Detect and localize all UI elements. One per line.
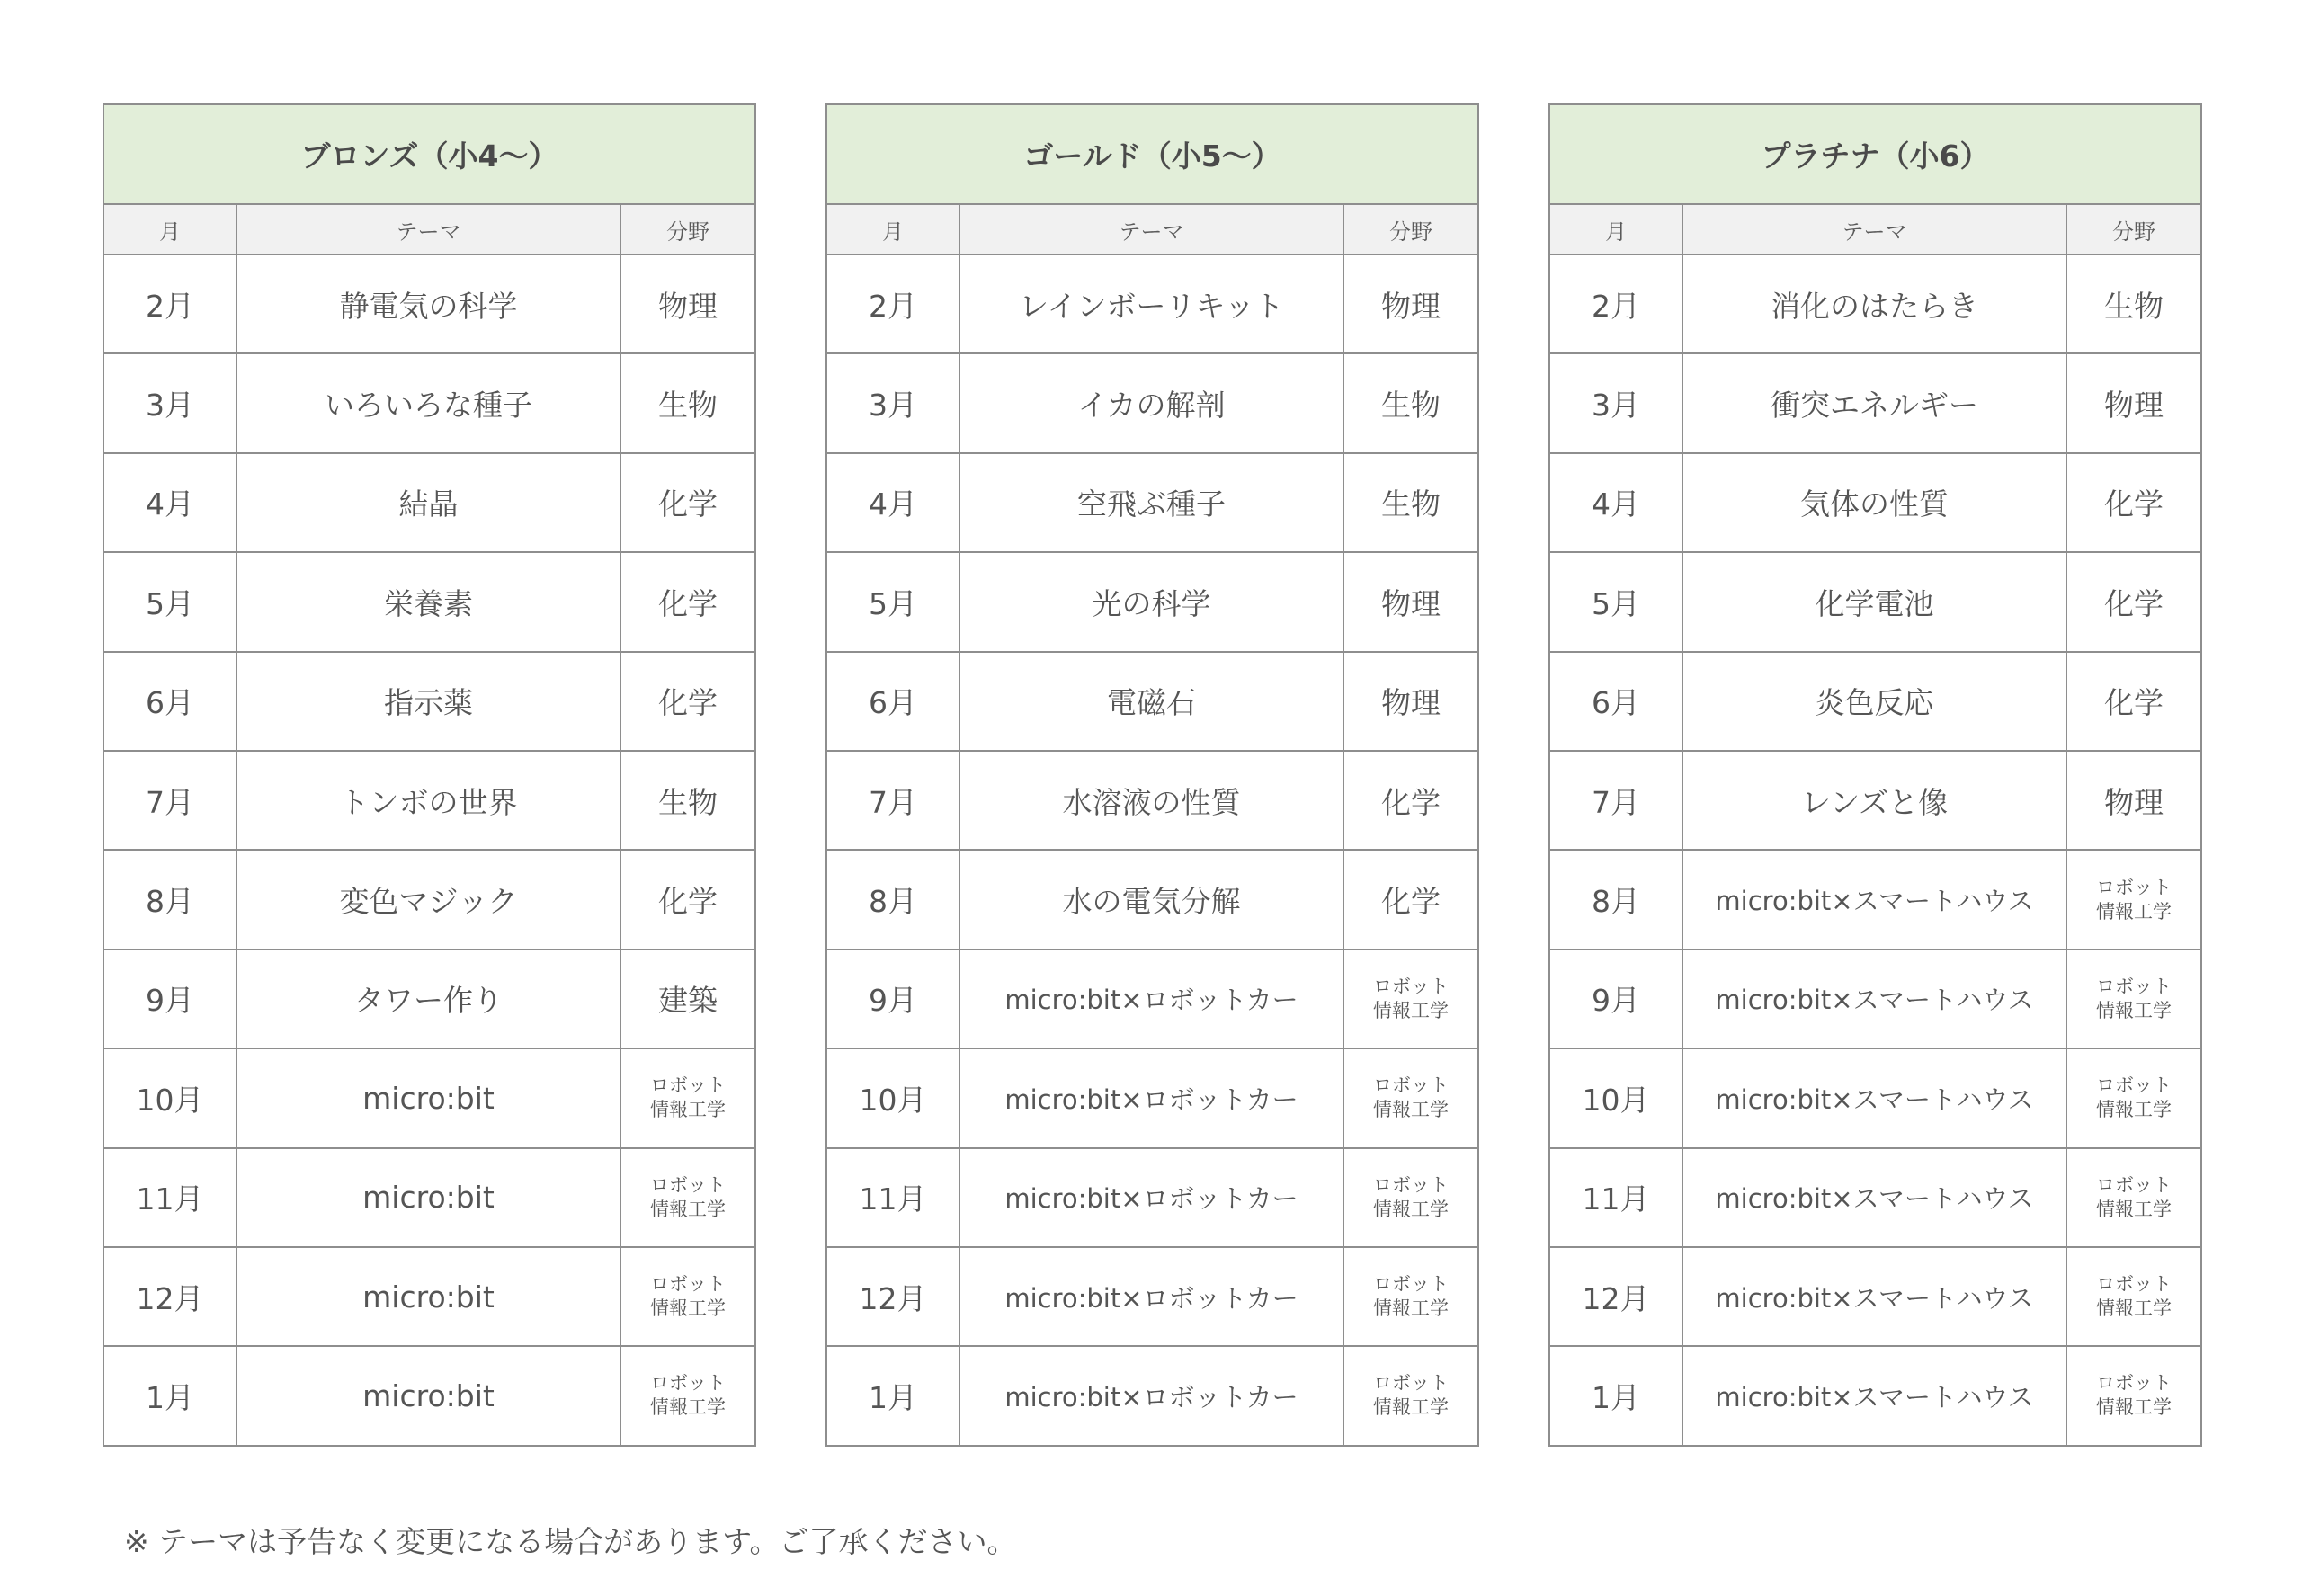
field-cell: 化学: [2066, 453, 2201, 552]
course-title: プラチナ（小6）: [1549, 104, 2201, 204]
theme-cell: micro:bit: [236, 1247, 620, 1346]
field-cell: 生物: [620, 751, 755, 850]
theme-cell: micro:bit×ロボットカー: [959, 1346, 1343, 1445]
column-header-theme: テーマ: [959, 204, 1343, 254]
field-line-1: ロボット: [650, 1173, 727, 1196]
month-cell: 11月: [826, 1148, 959, 1247]
table-row: [103, 254, 755, 353]
field-cell: [1343, 1247, 1478, 1346]
theme-cell: micro:bit×スマートハウス: [1682, 850, 2066, 949]
column-header-field: 分野: [1343, 204, 1478, 254]
theme-cell: 電磁石: [959, 652, 1343, 751]
disclaimer-note: ※ テーマは予告なく変更になる場合があります。ご了承ください。: [124, 1524, 1017, 1559]
table-row: [103, 751, 755, 850]
month-cell: 2月: [1549, 254, 1682, 353]
field-cell: 物理: [1343, 254, 1478, 353]
table-row: [826, 1247, 1478, 1346]
field-line-2: 情報工学: [1373, 999, 1450, 1021]
field-cell: [2066, 850, 2201, 949]
field-line-1: ロボット: [650, 1372, 727, 1395]
table-row: [1549, 850, 2201, 949]
column-header-theme: テーマ: [236, 204, 620, 254]
theme-cell: 化学電池: [1682, 552, 2066, 651]
field-line-2: 情報工学: [650, 1198, 727, 1220]
field-line-2: 情報工学: [2096, 1198, 2173, 1220]
theme-cell: イカの解剖: [959, 353, 1343, 452]
theme-cell: 炎色反応: [1682, 652, 2066, 751]
table-row: [1549, 652, 2201, 751]
field-cell: 生物: [1343, 353, 1478, 452]
table-row: [826, 850, 1478, 949]
theme-cell: micro:bit×ロボットカー: [959, 1247, 1343, 1346]
field-cell: 生物: [620, 353, 755, 452]
month-cell: 7月: [1549, 751, 1682, 850]
field-cell: [2066, 1148, 2201, 1247]
theme-cell: 変色マジック: [236, 850, 620, 949]
table-row: [103, 652, 755, 751]
table-row: [103, 1048, 755, 1147]
table-row: [826, 254, 1478, 353]
table-row: [1549, 353, 2201, 452]
theme-cell: micro:bit×スマートハウス: [1682, 950, 2066, 1048]
column-header-month: 月: [826, 204, 959, 254]
field-line-1: ロボット: [2096, 1372, 2173, 1395]
field-cell: 生物: [2066, 254, 2201, 353]
table-row: [103, 850, 755, 949]
month-cell: 3月: [1549, 353, 1682, 452]
field-cell: 化学: [1343, 751, 1478, 850]
table-row: [826, 1148, 1478, 1247]
field-line-2: 情報工学: [2096, 900, 2173, 923]
field-cell: [1343, 1048, 1478, 1147]
field-cell: 建築: [620, 950, 755, 1048]
month-cell: 7月: [826, 751, 959, 850]
month-cell: 12月: [103, 1247, 236, 1346]
theme-cell: 結晶: [236, 453, 620, 552]
field-line-1: ロボット: [1373, 1372, 1450, 1395]
month-cell: 11月: [1549, 1148, 1682, 1247]
month-cell: 3月: [103, 353, 236, 452]
column-header-field: 分野: [2066, 204, 2201, 254]
month-cell: 6月: [1549, 652, 1682, 751]
theme-cell: 消化のはたらき: [1682, 254, 2066, 353]
theme-cell: 水の電気分解: [959, 850, 1343, 949]
course-title: ブロンズ（小4〜）: [103, 104, 755, 204]
column-header-theme: テーマ: [1682, 204, 2066, 254]
field-cell: 物理: [2066, 751, 2201, 850]
table-row: [1549, 552, 2201, 651]
table-row: [826, 652, 1478, 751]
field-cell: [1343, 950, 1478, 1048]
field-cell: [2066, 1048, 2201, 1147]
month-cell: 12月: [826, 1247, 959, 1346]
theme-cell: micro:bit×スマートハウス: [1682, 1048, 2066, 1147]
month-cell: 10月: [826, 1048, 959, 1147]
theme-cell: 水溶液の性質: [959, 751, 1343, 850]
month-cell: 9月: [826, 950, 959, 1048]
theme-cell: micro:bit: [236, 1148, 620, 1247]
field-cell: 化学: [620, 453, 755, 552]
field-cell: [620, 1346, 755, 1445]
month-cell: 1月: [826, 1346, 959, 1445]
theme-cell: タワー作り: [236, 950, 620, 1048]
field-line-1: ロボット: [2096, 1173, 2173, 1196]
table-row: [1549, 751, 2201, 850]
month-cell: 4月: [1549, 453, 1682, 552]
table-row: [826, 353, 1478, 452]
field-cell: [2066, 1247, 2201, 1346]
month-cell: 4月: [826, 453, 959, 552]
field-line-2: 情報工学: [1373, 1297, 1450, 1320]
theme-cell: 栄養素: [236, 552, 620, 651]
table-row: [103, 1148, 755, 1247]
column-header-field: 分野: [620, 204, 755, 254]
table-row: [103, 1247, 755, 1346]
table-row: [826, 751, 1478, 850]
gold-course-table: [825, 103, 1479, 1447]
field-line-2: 情報工学: [1373, 1099, 1450, 1121]
field-cell: 物理: [2066, 353, 2201, 452]
month-cell: 5月: [1549, 552, 1682, 651]
field-line-2: 情報工学: [2096, 1099, 2173, 1121]
field-cell: 化学: [2066, 552, 2201, 651]
field-line-1: ロボット: [2096, 975, 2173, 997]
table-row: [1549, 1346, 2201, 1445]
theme-cell: micro:bit×スマートハウス: [1682, 1247, 2066, 1346]
month-cell: 10月: [1549, 1048, 1682, 1147]
table-row: [103, 453, 755, 552]
month-cell: 6月: [103, 652, 236, 751]
month-cell: 8月: [1549, 850, 1682, 949]
month-cell: 1月: [1549, 1346, 1682, 1445]
table-row: [1549, 1048, 2201, 1147]
field-cell: 化学: [1343, 850, 1478, 949]
field-line-1: ロボット: [1373, 1273, 1450, 1296]
month-cell: 3月: [826, 353, 959, 452]
month-cell: 6月: [826, 652, 959, 751]
field-cell: [1343, 1346, 1478, 1445]
theme-cell: 空飛ぶ種子: [959, 453, 1343, 552]
field-line-1: ロボット: [2096, 1074, 2173, 1097]
table-row: [826, 1048, 1478, 1147]
month-cell: 7月: [103, 751, 236, 850]
field-cell: 化学: [620, 850, 755, 949]
field-line-2: 情報工学: [650, 1297, 727, 1320]
theme-cell: 指示薬: [236, 652, 620, 751]
theme-cell: 気体の性質: [1682, 453, 2066, 552]
theme-cell: micro:bit×ロボットカー: [959, 1148, 1343, 1247]
field-line-2: 情報工学: [1373, 1198, 1450, 1220]
column-header-month: 月: [103, 204, 236, 254]
field-cell: 物理: [1343, 652, 1478, 751]
course-title: ゴールド（小5〜）: [826, 104, 1478, 204]
table-row: [1549, 1148, 2201, 1247]
month-cell: 1月: [103, 1346, 236, 1445]
table-row: [1549, 254, 2201, 353]
month-cell: 2月: [103, 254, 236, 353]
theme-cell: micro:bit: [236, 1048, 620, 1147]
field-line-1: ロボット: [1373, 975, 1450, 997]
field-line-2: 情報工学: [2096, 1297, 2173, 1320]
theme-cell: 静電気の科学: [236, 254, 620, 353]
theme-cell: トンボの世界: [236, 751, 620, 850]
table-row: [826, 552, 1478, 651]
theme-cell: 光の科学: [959, 552, 1343, 651]
month-cell: 12月: [1549, 1247, 1682, 1346]
field-cell: [2066, 1346, 2201, 1445]
table-row: [826, 453, 1478, 552]
field-cell: [620, 1247, 755, 1346]
field-cell: [620, 1148, 755, 1247]
month-cell: 5月: [826, 552, 959, 651]
month-cell: 8月: [826, 850, 959, 949]
field-line-2: 情報工学: [650, 1099, 727, 1121]
field-line-2: 情報工学: [2096, 1396, 2173, 1419]
theme-cell: micro:bit: [236, 1346, 620, 1445]
field-line-1: ロボット: [2096, 876, 2173, 898]
month-cell: 9月: [1549, 950, 1682, 1048]
table-row: [103, 552, 755, 651]
table-row: [103, 1346, 755, 1445]
field-line-1: ロボット: [650, 1273, 727, 1296]
theme-cell: いろいろな種子: [236, 353, 620, 452]
field-line-1: ロボット: [650, 1074, 727, 1097]
field-cell: 物理: [1343, 552, 1478, 651]
month-cell: 5月: [103, 552, 236, 651]
month-cell: 2月: [826, 254, 959, 353]
theme-cell: レンズと像: [1682, 751, 2066, 850]
month-cell: 8月: [103, 850, 236, 949]
table-row: [826, 1346, 1478, 1445]
theme-cell: レインボーリキット: [959, 254, 1343, 353]
theme-cell: micro:bit×スマートハウス: [1682, 1148, 2066, 1247]
platinum-course-table: [1548, 103, 2202, 1447]
table-row: [1549, 453, 2201, 552]
field-cell: 物理: [620, 254, 755, 353]
field-cell: [2066, 950, 2201, 1048]
field-cell: 化学: [620, 552, 755, 651]
field-line-1: ロボット: [1373, 1173, 1450, 1196]
theme-cell: micro:bit×ロボットカー: [959, 1048, 1343, 1147]
field-cell: 化学: [620, 652, 755, 751]
table-row: [103, 353, 755, 452]
theme-cell: 衝突エネルギー: [1682, 353, 2066, 452]
month-cell: 9月: [103, 950, 236, 1048]
field-line-1: ロボット: [1373, 1074, 1450, 1097]
field-line-2: 情報工学: [650, 1396, 727, 1419]
theme-cell: micro:bit×ロボットカー: [959, 950, 1343, 1048]
table-row: [826, 950, 1478, 1048]
table-row: [1549, 1247, 2201, 1346]
field-line-2: 情報工学: [1373, 1396, 1450, 1419]
table-row: [1549, 950, 2201, 1048]
theme-cell: micro:bit×スマートハウス: [1682, 1346, 2066, 1445]
table-row: [103, 950, 755, 1048]
month-cell: 10月: [103, 1048, 236, 1147]
bronze-course-table: [103, 103, 756, 1447]
field-cell: 化学: [2066, 652, 2201, 751]
month-cell: 11月: [103, 1148, 236, 1247]
column-header-month: 月: [1549, 204, 1682, 254]
field-cell: [1343, 1148, 1478, 1247]
field-line-1: ロボット: [2096, 1273, 2173, 1296]
field-cell: 生物: [1343, 453, 1478, 552]
field-cell: [620, 1048, 755, 1147]
field-line-2: 情報工学: [2096, 999, 2173, 1021]
month-cell: 4月: [103, 453, 236, 552]
